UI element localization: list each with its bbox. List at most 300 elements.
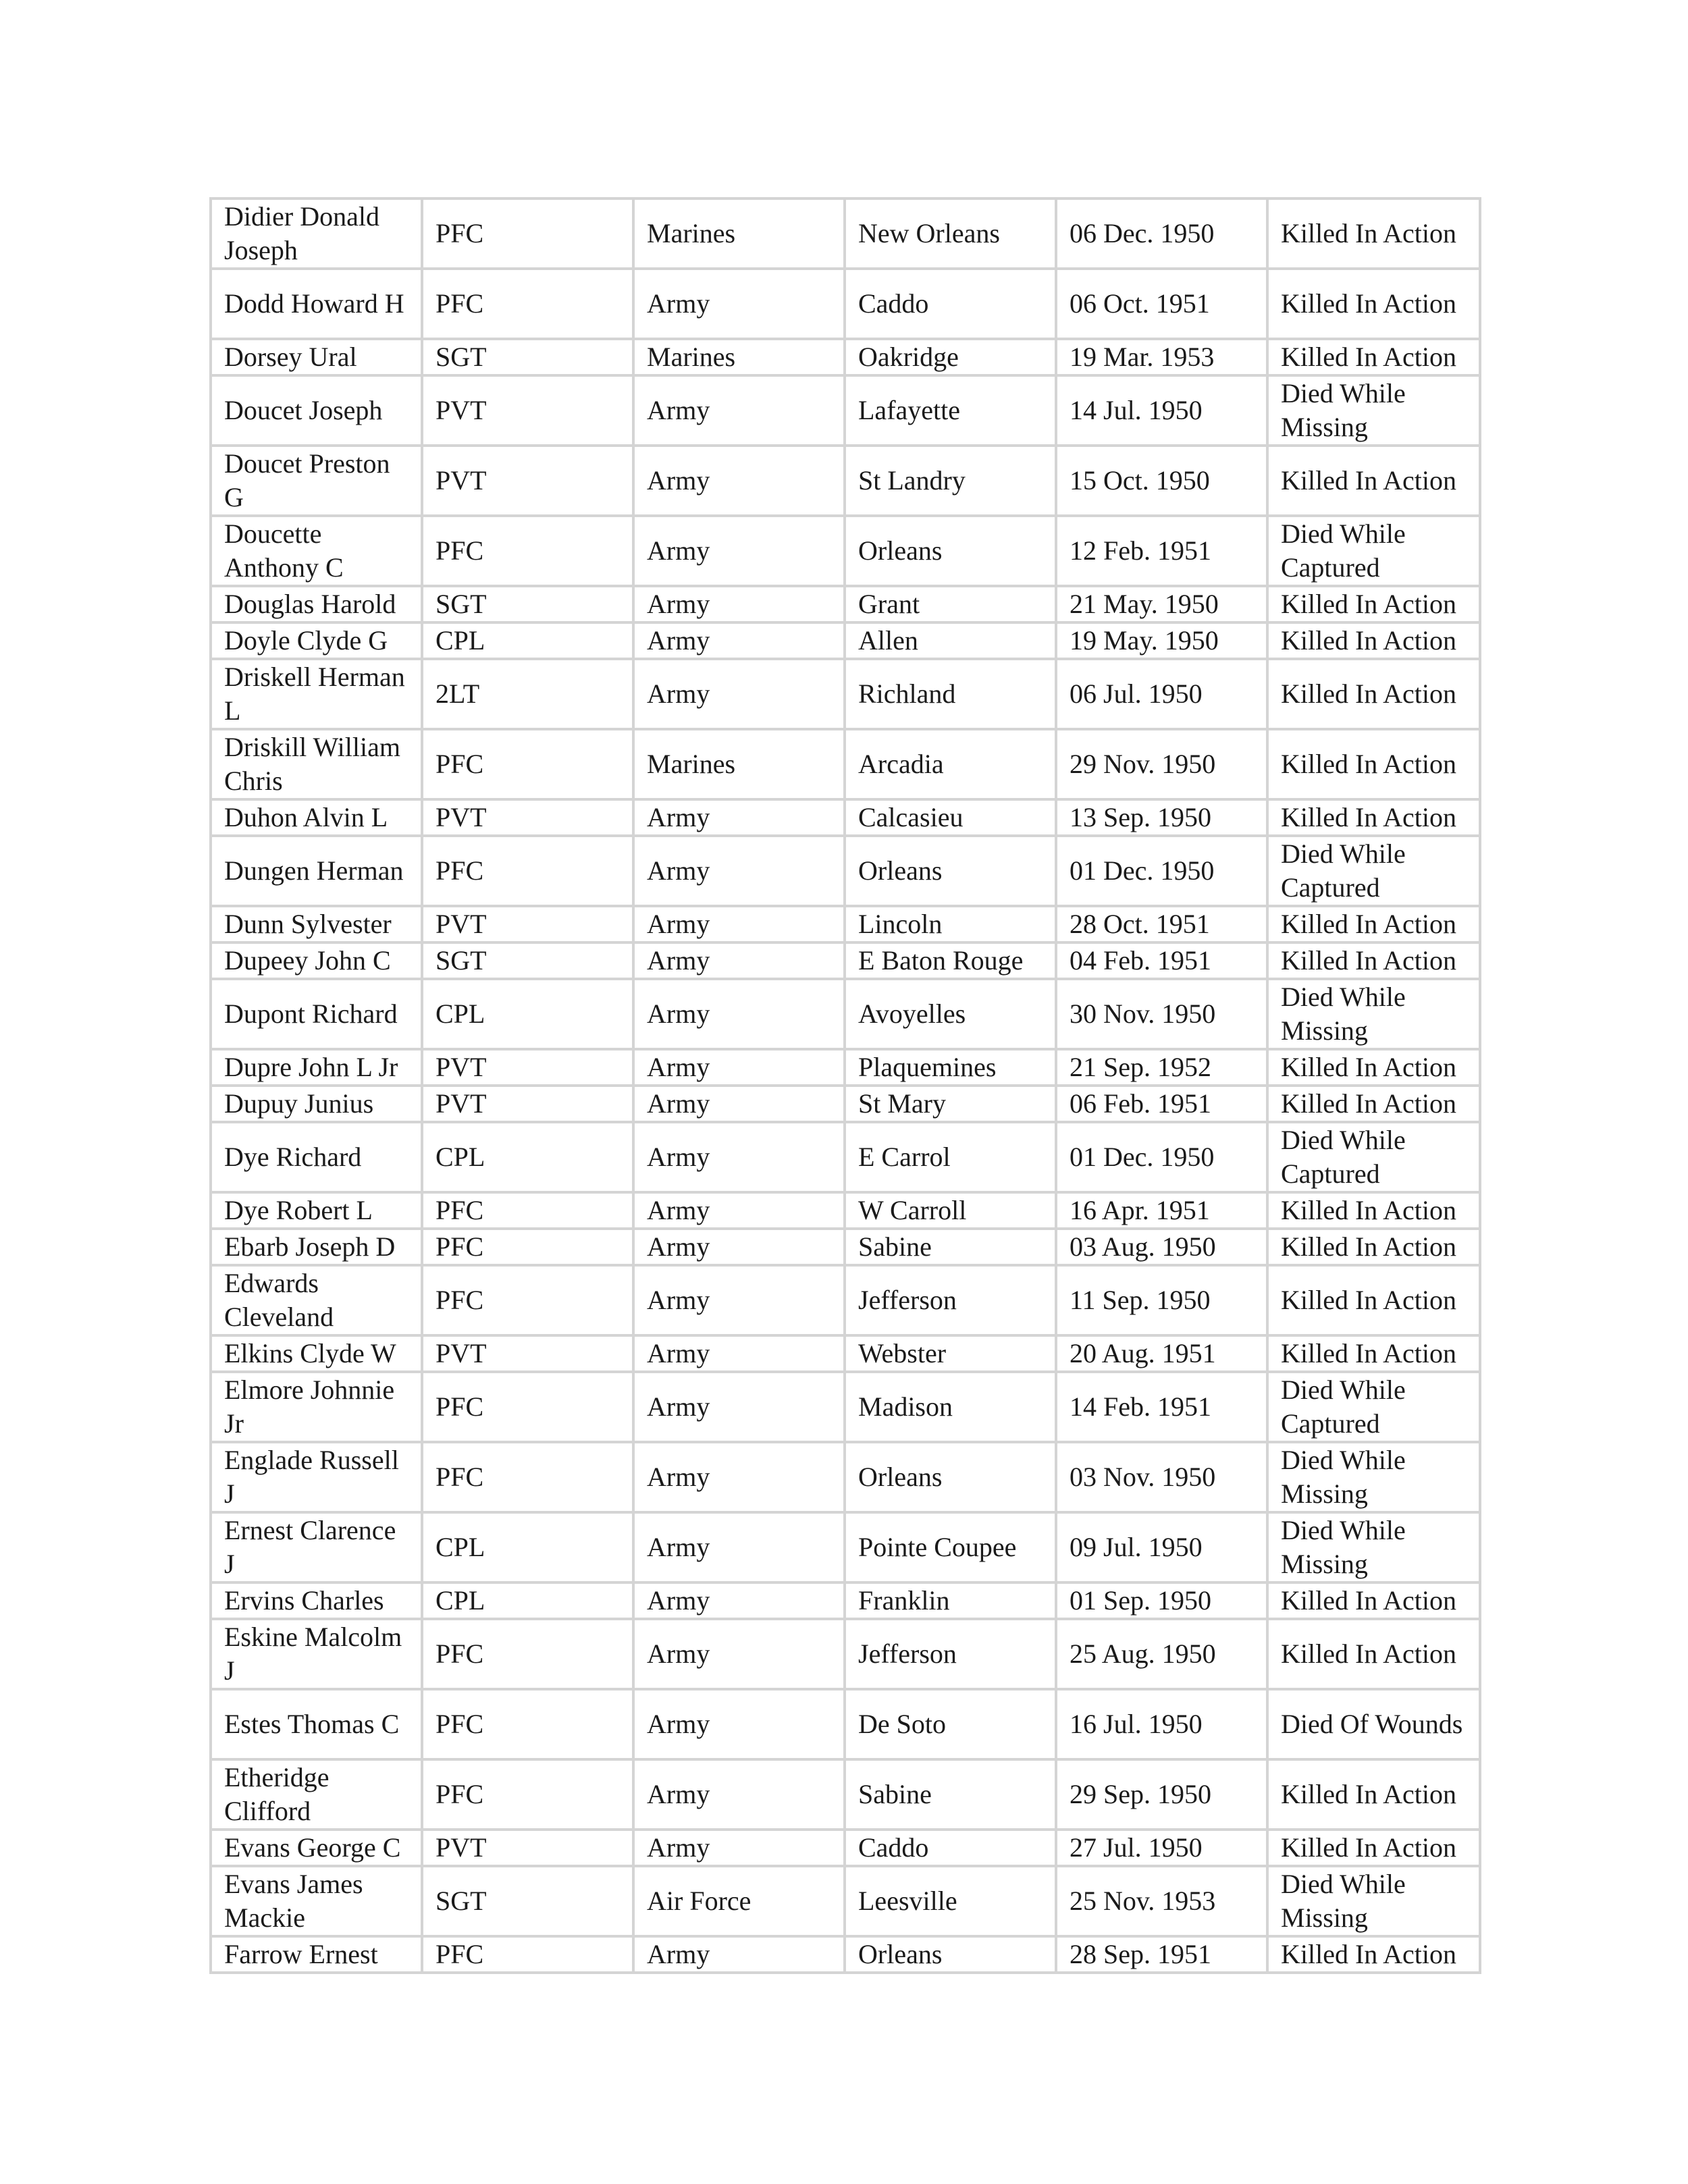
- date-cell-text: 03 Nov. 1950: [1070, 1462, 1216, 1492]
- name-cell-text: Edwards Cleveland: [224, 1268, 334, 1332]
- table-row: [211, 906, 1480, 942]
- date-cell-text: 28 Sep. 1951: [1070, 1939, 1211, 1969]
- parish-cell: [845, 1122, 1056, 1192]
- status-cell: [1267, 1372, 1480, 1442]
- date-cell: [1056, 446, 1267, 516]
- branch-cell-text: Army: [647, 1285, 710, 1315]
- status-cell-text: Killed In Action: [1281, 342, 1456, 372]
- parish-cell: [845, 1619, 1056, 1689]
- rank-cell-text: PVT: [436, 1338, 487, 1368]
- parish-cell-text: Avoyelles: [858, 998, 966, 1029]
- date-cell-text: 29 Sep. 1950: [1070, 1779, 1211, 1809]
- name-cell-text: Doyle Clyde G: [224, 625, 388, 656]
- status-cell: [1267, 942, 1480, 979]
- date-cell: [1056, 1335, 1267, 1372]
- status-cell: [1267, 622, 1480, 659]
- status-cell: [1267, 1936, 1480, 1973]
- status-cell: [1267, 586, 1480, 622]
- status-cell: [1267, 1619, 1480, 1689]
- status-cell: [1267, 836, 1480, 906]
- rank-cell-text: PFC: [436, 535, 484, 566]
- branch-cell-text: Marines: [647, 342, 736, 372]
- parish-cell: [845, 622, 1056, 659]
- branch-cell: [633, 799, 845, 836]
- rank-cell-text: PFC: [436, 1231, 484, 1262]
- parish-cell-text: Plaquemines: [858, 1052, 997, 1082]
- name-cell: [211, 1689, 422, 1759]
- date-cell-text: 12 Feb. 1951: [1070, 535, 1211, 566]
- branch-cell-text: Army: [647, 1338, 710, 1368]
- status-cell: [1267, 1689, 1480, 1759]
- name-cell: [211, 836, 422, 906]
- rank-cell-text: CPL: [436, 1532, 485, 1562]
- status-cell-text: Killed In Action: [1281, 1832, 1456, 1863]
- date-cell: [1056, 979, 1267, 1049]
- branch-cell: [633, 1265, 845, 1335]
- table-row: [211, 1582, 1480, 1619]
- name-cell-text: Dye Richard: [224, 1142, 362, 1172]
- rank-cell: [422, 198, 633, 269]
- name-cell: [211, 1086, 422, 1122]
- rank-cell: [422, 586, 633, 622]
- parish-cell: [845, 1335, 1056, 1372]
- date-cell-text: 14 Feb. 1951: [1070, 1391, 1211, 1422]
- branch-cell: [633, 269, 845, 339]
- parish-cell: [845, 1512, 1056, 1582]
- name-cell: [211, 198, 422, 269]
- rank-cell-text: PFC: [436, 1195, 484, 1225]
- date-cell-text: 16 Jul. 1950: [1070, 1709, 1203, 1739]
- name-cell-text: Farrow Ernest: [224, 1939, 378, 1969]
- status-cell-text: Killed In Action: [1281, 945, 1456, 976]
- name-cell-text: Ervins Charles: [224, 1585, 384, 1616]
- table-row: [211, 1086, 1480, 1122]
- name-cell-text: Dupont Richard: [224, 998, 398, 1029]
- rank-cell: [422, 1619, 633, 1689]
- name-cell: [211, 1192, 422, 1229]
- parish-cell: [845, 659, 1056, 729]
- rank-cell: [422, 622, 633, 659]
- parish-cell-text: Orleans: [858, 1939, 943, 1969]
- name-cell: [211, 1512, 422, 1582]
- rank-cell-text: SGT: [436, 1886, 487, 1916]
- parish-cell: [845, 729, 1056, 799]
- parish-cell: [845, 586, 1056, 622]
- table-row: [211, 269, 1480, 339]
- name-cell: [211, 1229, 422, 1265]
- casualty-roster-table: [209, 197, 1481, 1974]
- status-cell: [1267, 1582, 1480, 1619]
- status-cell-text: Killed In Action: [1281, 465, 1456, 496]
- branch-cell: [633, 516, 845, 586]
- rank-cell-text: SGT: [436, 589, 487, 619]
- parish-cell-text: Lafayette: [858, 395, 960, 425]
- status-cell: [1267, 659, 1480, 729]
- parish-cell-text: Orleans: [858, 535, 943, 566]
- parish-cell: [845, 446, 1056, 516]
- name-cell-text: Etheridge Clifford: [224, 1762, 329, 1826]
- table-row: [211, 729, 1480, 799]
- date-cell-text: 25 Aug. 1950: [1070, 1639, 1216, 1669]
- status-cell-text: Killed In Action: [1281, 1585, 1456, 1616]
- branch-cell-text: Army: [647, 1142, 710, 1172]
- status-cell: [1267, 979, 1480, 1049]
- rank-cell: [422, 1936, 633, 1973]
- table-row: [211, 622, 1480, 659]
- branch-cell: [633, 942, 845, 979]
- parish-cell: [845, 339, 1056, 375]
- date-cell: [1056, 1619, 1267, 1689]
- name-cell: [211, 1335, 422, 1372]
- rank-cell-text: CPL: [436, 998, 485, 1029]
- status-cell: [1267, 516, 1480, 586]
- branch-cell-text: Army: [647, 1585, 710, 1616]
- status-cell: [1267, 269, 1480, 339]
- date-cell-text: 20 Aug. 1951: [1070, 1338, 1216, 1368]
- status-cell: [1267, 339, 1480, 375]
- parish-cell: [845, 906, 1056, 942]
- date-cell: [1056, 1265, 1267, 1335]
- rank-cell-text: PVT: [436, 395, 487, 425]
- parish-cell-text: Franklin: [858, 1585, 950, 1616]
- name-cell-text: Evans James Mackie: [224, 1869, 363, 1933]
- rank-cell: [422, 339, 633, 375]
- status-cell: [1267, 1866, 1480, 1936]
- name-cell-text: Didier Donald Joseph: [224, 201, 379, 265]
- parish-cell-text: Jefferson: [858, 1285, 957, 1315]
- date-cell-text: 21 May. 1950: [1070, 589, 1219, 619]
- parish-cell-text: Jefferson: [858, 1639, 957, 1669]
- rank-cell-text: PVT: [436, 802, 487, 832]
- parish-cell-text: New Orleans: [858, 218, 1000, 248]
- name-cell-text: Dupuy Junius: [224, 1088, 374, 1119]
- name-cell-text: Doucet Preston G: [224, 448, 390, 512]
- branch-cell-text: Army: [647, 998, 710, 1029]
- date-cell-text: 25 Nov. 1953: [1070, 1886, 1216, 1916]
- status-cell-text: Killed In Action: [1281, 909, 1456, 939]
- parish-cell: [845, 198, 1056, 269]
- parish-cell: [845, 375, 1056, 446]
- name-cell: [211, 446, 422, 516]
- name-cell-text: Duhon Alvin L: [224, 802, 388, 832]
- rank-cell-text: CPL: [436, 1585, 485, 1616]
- branch-cell: [633, 1335, 845, 1372]
- status-cell: [1267, 198, 1480, 269]
- parish-cell-text: De Soto: [858, 1709, 946, 1739]
- date-cell: [1056, 1442, 1267, 1512]
- status-cell-text: Killed In Action: [1281, 1052, 1456, 1082]
- branch-cell: [633, 729, 845, 799]
- date-cell-text: 13 Sep. 1950: [1070, 802, 1211, 832]
- rank-cell-text: PFC: [436, 1779, 484, 1809]
- table-row: [211, 375, 1480, 446]
- rank-cell-text: CPL: [436, 1142, 485, 1172]
- name-cell: [211, 659, 422, 729]
- parish-cell: [845, 1049, 1056, 1086]
- status-cell-text: Killed In Action: [1281, 589, 1456, 619]
- rank-cell: [422, 906, 633, 942]
- table-row: [211, 1049, 1480, 1086]
- rank-cell-text: PVT: [436, 465, 487, 496]
- parish-cell-text: Orleans: [858, 1462, 943, 1492]
- date-cell-text: 09 Jul. 1950: [1070, 1532, 1203, 1562]
- rank-cell: [422, 1049, 633, 1086]
- table-row: [211, 1512, 1480, 1582]
- date-cell-text: 14 Jul. 1950: [1070, 395, 1203, 425]
- name-cell-text: Elmore Johnnie Jr: [224, 1375, 395, 1439]
- table-row: [211, 1229, 1480, 1265]
- date-cell-text: 19 Mar. 1953: [1070, 342, 1215, 372]
- date-cell: [1056, 659, 1267, 729]
- name-cell: [211, 1619, 422, 1689]
- branch-cell-text: Army: [647, 1052, 710, 1082]
- parish-cell: [845, 1582, 1056, 1619]
- table-row: [211, 659, 1480, 729]
- branch-cell: [633, 1866, 845, 1936]
- date-cell-text: 01 Sep. 1950: [1070, 1585, 1211, 1616]
- rank-cell-text: PFC: [436, 855, 484, 886]
- name-cell: [211, 516, 422, 586]
- date-cell-text: 06 Jul. 1950: [1070, 678, 1203, 709]
- rank-cell-text: PFC: [436, 1939, 484, 1969]
- parish-cell-text: Webster: [858, 1338, 947, 1368]
- name-cell: [211, 269, 422, 339]
- parish-cell-text: Arcadia: [858, 749, 944, 779]
- name-cell-text: Dye Robert L: [224, 1195, 373, 1225]
- name-cell: [211, 1830, 422, 1866]
- name-cell-text: Dodd Howard H: [224, 288, 404, 319]
- branch-cell-text: Army: [647, 802, 710, 832]
- branch-cell: [633, 1049, 845, 1086]
- name-cell: [211, 1442, 422, 1512]
- status-cell-text: Killed In Action: [1281, 625, 1456, 656]
- date-cell: [1056, 1830, 1267, 1866]
- branch-cell-text: Army: [647, 1088, 710, 1119]
- name-cell: [211, 1759, 422, 1830]
- date-cell: [1056, 1229, 1267, 1265]
- parish-cell-text: Richland: [858, 678, 956, 709]
- branch-cell: [633, 1512, 845, 1582]
- branch-cell-text: Army: [647, 1639, 710, 1669]
- parish-cell: [845, 799, 1056, 836]
- name-cell-text: Ernest Clarence J: [224, 1515, 396, 1579]
- branch-cell-text: Army: [647, 1231, 710, 1262]
- rank-cell-text: SGT: [436, 342, 487, 372]
- parish-cell: [845, 979, 1056, 1049]
- date-cell: [1056, 799, 1267, 836]
- parish-cell: [845, 1689, 1056, 1759]
- status-cell: [1267, 375, 1480, 446]
- parish-cell: [845, 269, 1056, 339]
- table-row: [211, 516, 1480, 586]
- date-cell-text: 04 Feb. 1951: [1070, 945, 1211, 976]
- name-cell: [211, 906, 422, 942]
- date-cell-text: 06 Feb. 1951: [1070, 1088, 1211, 1119]
- table-row: [211, 1830, 1480, 1866]
- date-cell: [1056, 1192, 1267, 1229]
- rank-cell-text: 2LT: [436, 678, 480, 709]
- rank-cell: [422, 1192, 633, 1229]
- name-cell-text: Evans George C: [224, 1832, 401, 1863]
- parish-cell: [845, 516, 1056, 586]
- branch-cell: [633, 1229, 845, 1265]
- rank-cell-text: PVT: [436, 1052, 487, 1082]
- rank-cell: [422, 799, 633, 836]
- parish-cell: [845, 1372, 1056, 1442]
- date-cell: [1056, 339, 1267, 375]
- name-cell-text: Driskill William Chris: [224, 732, 400, 796]
- date-cell-text: 30 Nov. 1950: [1070, 998, 1216, 1029]
- name-cell: [211, 586, 422, 622]
- branch-cell-text: Army: [647, 1462, 710, 1492]
- rank-cell-text: PFC: [436, 1462, 484, 1492]
- date-cell-text: 01 Dec. 1950: [1070, 855, 1215, 886]
- branch-cell-text: Army: [647, 625, 710, 656]
- table-row: [211, 1442, 1480, 1512]
- table-row: [211, 1335, 1480, 1372]
- date-cell-text: 27 Jul. 1950: [1070, 1832, 1203, 1863]
- branch-cell: [633, 198, 845, 269]
- rank-cell: [422, 1866, 633, 1936]
- name-cell-text: Dunn Sylvester: [224, 909, 392, 939]
- rank-cell-text: PFC: [436, 1709, 484, 1739]
- name-cell-text: Estes Thomas C: [224, 1709, 400, 1739]
- parish-cell-text: Calcasieu: [858, 802, 964, 832]
- name-cell-text: Driskell Herman L: [224, 662, 405, 726]
- branch-cell: [633, 339, 845, 375]
- parish-cell: [845, 836, 1056, 906]
- branch-cell: [633, 659, 845, 729]
- rank-cell-text: PFC: [436, 1639, 484, 1669]
- name-cell-text: Dorsey Ural: [224, 342, 357, 372]
- branch-cell-text: Army: [647, 288, 710, 319]
- rank-cell: [422, 1265, 633, 1335]
- date-cell-text: 21 Sep. 1952: [1070, 1052, 1211, 1082]
- name-cell: [211, 799, 422, 836]
- date-cell-text: 28 Oct. 1951: [1070, 909, 1210, 939]
- name-cell-text: Douglas Harold: [224, 589, 396, 619]
- rank-cell-text: PVT: [436, 1832, 487, 1863]
- name-cell: [211, 1866, 422, 1936]
- table-row: [211, 1192, 1480, 1229]
- rank-cell: [422, 1372, 633, 1442]
- table-row: [211, 586, 1480, 622]
- table-row: [211, 836, 1480, 906]
- table-row: [211, 799, 1480, 836]
- roster-table-body: [211, 198, 1480, 1973]
- name-cell-text: Dupre John L Jr: [224, 1052, 398, 1082]
- status-cell-text: Killed In Action: [1281, 288, 1456, 319]
- status-cell: [1267, 1335, 1480, 1372]
- date-cell-text: 06 Dec. 1950: [1070, 218, 1215, 248]
- parish-cell: [845, 1830, 1056, 1866]
- status-cell-text: Killed In Action: [1281, 1939, 1456, 1969]
- rank-cell-text: PVT: [436, 909, 487, 939]
- parish-cell: [845, 1936, 1056, 1973]
- date-cell-text: 03 Aug. 1950: [1070, 1231, 1216, 1262]
- table-row: [211, 446, 1480, 516]
- branch-cell: [633, 375, 845, 446]
- date-cell: [1056, 1866, 1267, 1936]
- status-cell: [1267, 1229, 1480, 1265]
- rank-cell: [422, 1442, 633, 1512]
- status-cell-text: Killed In Action: [1281, 1231, 1456, 1262]
- date-cell: [1056, 1759, 1267, 1830]
- branch-cell: [633, 1372, 845, 1442]
- status-cell-text: Killed In Action: [1281, 1285, 1456, 1315]
- branch-cell: [633, 1759, 845, 1830]
- status-cell-text: Killed In Action: [1281, 218, 1456, 248]
- branch-cell: [633, 446, 845, 516]
- rank-cell: [422, 1512, 633, 1582]
- parish-cell-text: St Landry: [858, 465, 966, 496]
- date-cell: [1056, 1122, 1267, 1192]
- status-cell: [1267, 1830, 1480, 1866]
- branch-cell-text: Marines: [647, 218, 736, 248]
- table-row: [211, 1759, 1480, 1830]
- name-cell-text: Doucette Anthony C: [224, 518, 344, 583]
- branch-cell: [633, 1936, 845, 1973]
- rank-cell: [422, 516, 633, 586]
- branch-cell-text: Army: [647, 1709, 710, 1739]
- branch-cell: [633, 979, 845, 1049]
- table-row: [211, 198, 1480, 269]
- status-cell: [1267, 799, 1480, 836]
- rank-cell: [422, 269, 633, 339]
- parish-cell: [845, 1759, 1056, 1830]
- status-cell: [1267, 446, 1480, 516]
- branch-cell-text: Army: [647, 1779, 710, 1809]
- status-cell: [1267, 1086, 1480, 1122]
- status-cell: [1267, 1512, 1480, 1582]
- parish-cell: [845, 1192, 1056, 1229]
- branch-cell: [633, 1830, 845, 1866]
- branch-cell-text: Army: [647, 1532, 710, 1562]
- branch-cell: [633, 622, 845, 659]
- date-cell-text: 29 Nov. 1950: [1070, 749, 1216, 779]
- name-cell: [211, 1936, 422, 1973]
- name-cell-text: Doucet Joseph: [224, 395, 383, 425]
- status-cell-text: Killed In Action: [1281, 678, 1456, 709]
- rank-cell: [422, 1582, 633, 1619]
- parish-cell-text: Sabine: [858, 1779, 932, 1809]
- rank-cell: [422, 1122, 633, 1192]
- parish-cell-text: St Mary: [858, 1088, 946, 1119]
- parish-cell-text: Caddo: [858, 288, 929, 319]
- name-cell: [211, 375, 422, 446]
- status-cell-text: Killed In Action: [1281, 1779, 1456, 1809]
- rank-cell: [422, 446, 633, 516]
- rank-cell: [422, 1229, 633, 1265]
- branch-cell: [633, 836, 845, 906]
- parish-cell: [845, 1086, 1056, 1122]
- rank-cell-text: PFC: [436, 1391, 484, 1422]
- branch-cell-text: Air Force: [647, 1886, 751, 1916]
- name-cell: [211, 1049, 422, 1086]
- date-cell: [1056, 1049, 1267, 1086]
- table-row: [211, 1689, 1480, 1759]
- status-cell-text: Killed In Action: [1281, 802, 1456, 832]
- parish-cell-text: Pointe Coupee: [858, 1532, 1017, 1562]
- table-row: [211, 1619, 1480, 1689]
- date-cell-text: 06 Oct. 1951: [1070, 288, 1210, 319]
- date-cell: [1056, 1086, 1267, 1122]
- table-row: [211, 1866, 1480, 1936]
- name-cell-text: Ebarb Joseph D: [224, 1231, 396, 1262]
- branch-cell-text: Army: [647, 945, 710, 976]
- table-row: [211, 1265, 1480, 1335]
- rank-cell-text: PVT: [436, 1088, 487, 1119]
